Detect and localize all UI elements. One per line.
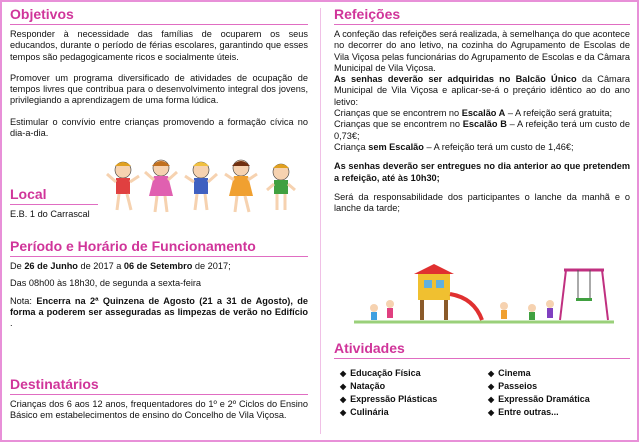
- periodo-note: [10, 296, 308, 330]
- section-local: [10, 186, 308, 226]
- refeicoes-balcao-rest: da Câmara Municipal de Vila Viçosa e aplicar-se-á o preçário idêntico ao do ano letivo:: [334, 74, 630, 107]
- diamond-bullet-icon: ◆: [488, 395, 495, 404]
- periodo-dates-middle: de 2017 a: [77, 261, 124, 271]
- escalao-a-prefix: Crianças que se encontrem no: [334, 108, 462, 119]
- activity-label: Cinema: [498, 368, 531, 378]
- list-item: [340, 367, 482, 380]
- periodo-dates: [10, 261, 308, 272]
- escalao-b-label: Escalão B: [462, 119, 507, 130]
- objetivos-title: Objetivos: [10, 6, 74, 22]
- atividades-column-2: [482, 367, 630, 419]
- diamond-bullet-icon: ◆: [340, 408, 347, 417]
- section-atividades: [334, 340, 630, 419]
- activity-label: Culinária: [350, 407, 389, 417]
- diamond-bullet-icon: ◆: [340, 369, 347, 378]
- list-item: [488, 406, 630, 419]
- list-item: [340, 380, 482, 393]
- list-item: [488, 380, 630, 393]
- periodo-rule: [10, 256, 308, 257]
- periodo-dates-suffix: de 2017;: [192, 261, 231, 271]
- playground-swing: [560, 270, 608, 320]
- destinatarios-title: Destinatários: [10, 376, 99, 392]
- periodo-note-bold: Encerra na 2ª Quinzena de Agosto (21 a 31 de Agosto), de forma a poderem ser asseguradas as limpezas de verão no Edifício: [10, 295, 308, 317]
- local-text: E.B. 1 do Carrascal: [10, 209, 90, 219]
- atividades-title: Atividades: [334, 340, 405, 356]
- sem-escalao-price: – A refeição terá um custo de 1,46€;: [423, 141, 574, 152]
- refeicoes-title: Refeições: [334, 6, 401, 22]
- local-rule: [10, 204, 98, 205]
- diamond-bullet-icon: ◆: [340, 382, 347, 391]
- list-item: [488, 367, 630, 380]
- objetivos-paragraph-1: Responder à necessidade das famílias de ocuparem os seus educandos, durante o período de férias escolares, garantindo que esses tempos são pedagogicamente ricos e socialmente úteis.: [10, 29, 308, 62]
- periodo-end-date: 06 de Setembro: [123, 261, 193, 271]
- list-item: [340, 393, 482, 406]
- diamond-bullet-icon: ◆: [488, 369, 495, 378]
- periodo-note-suffix: .: [10, 318, 13, 329]
- activity-label: Educação Física: [350, 368, 421, 378]
- escalao-a-label: Escalão A: [461, 108, 506, 119]
- objetivos-paragraph-3: Estimular o convívio entre crianças promovendo a formação cívica no dia-a-dia.: [10, 116, 308, 139]
- objetivos-paragraph-2: Promover um programa diversificado de atividades de ocupação de tempos livres que contribua para o desenvolvimento integral dos jovens, privilegiando a aprendizagem de uma forma lúdica.: [10, 72, 308, 106]
- activity-label: Entre outras...: [498, 407, 559, 417]
- refeicoes-rule: [334, 24, 630, 25]
- activity-label: Expressão Plásticas: [350, 394, 438, 404]
- atividades-rule: [334, 358, 630, 359]
- sem-escalao-prefix: Criança: [334, 141, 369, 152]
- periodo-dates-prefix: De: [10, 261, 25, 271]
- atividades-column-1: [334, 367, 482, 419]
- periodo-note-label: Nota:: [10, 295, 37, 306]
- section-refeicoes: [334, 6, 630, 214]
- destinatarios-rule: [10, 394, 308, 395]
- diamond-bullet-icon: ◆: [340, 395, 347, 404]
- refeicoes-deadline: As senhas deverão ser entregues no dia anterior ao que pretendem a refeição, até às 10h30;: [334, 161, 630, 183]
- playground-house: [414, 264, 482, 320]
- periodo-hours: Das 08h00 às 18h30, de segunda a sexta-feira: [10, 278, 202, 289]
- section-periodo: [10, 238, 308, 335]
- playground-illustration: [354, 264, 614, 326]
- section-destinatarios: [10, 376, 308, 428]
- diamond-bullet-icon: ◆: [488, 408, 495, 417]
- diamond-bullet-icon: ◆: [488, 382, 495, 391]
- activity-label: Expressão Dramática: [498, 394, 590, 404]
- destinatarios-text: Crianças dos 6 aos 12 anos, frequentadores do 1º e 2º Ciclos do Ensino Básico em estabelecimentos de ensino do Concelho de Vila Viçosa.: [10, 399, 308, 421]
- periodo-start-date: 26 de Junho: [24, 261, 78, 271]
- atividades-list: [334, 363, 630, 419]
- escalao-b-price: – A refeição terá um custo de 0,73€;: [334, 119, 630, 141]
- column-divider: [320, 8, 321, 434]
- activity-label: Natação: [350, 381, 386, 391]
- activity-label: Passeios: [498, 381, 538, 391]
- refeicoes-escalao-a: [334, 108, 630, 119]
- refeicoes-paragraph-1: A confeção das refeições será realizada, à semelhança do que acontece no decorrer do ano letivo, na cozinha do Agrupamento de Escolas de Vila Viçosa pelas funcionárias do Agrupamento de Escolas e da Câmara Municipal de Vila Viçosa.: [334, 29, 630, 73]
- escalao-b-prefix: Crianças que se encontrem no: [334, 119, 463, 130]
- refeicoes-paragraph-2: [334, 74, 630, 108]
- periodo-title: Período e Horário de Funcionamento: [10, 238, 256, 254]
- refeicoes-lanche: Será da responsabilidade dos participantes o lanche da manhã e o lanche da tarde;: [334, 191, 630, 214]
- section-objetivos: [10, 6, 308, 139]
- sem-escalao-label: sem Escalão: [368, 141, 424, 152]
- refeicoes-sem-escalao: [334, 142, 630, 153]
- objetivos-rule: [10, 24, 308, 25]
- escalao-a-price: – A refeição será gratuita;: [505, 108, 613, 119]
- left-column: [10, 6, 308, 421]
- refeicoes-balcao-bold: As senhas deverão ser adquiridas no Balcão Único: [334, 74, 577, 85]
- refeicoes-escalao-b: [334, 119, 630, 142]
- local-title: Local: [10, 186, 47, 202]
- playground-kids: [370, 300, 554, 320]
- list-item: [488, 393, 630, 406]
- list-item: [340, 406, 482, 419]
- right-column: [334, 6, 630, 417]
